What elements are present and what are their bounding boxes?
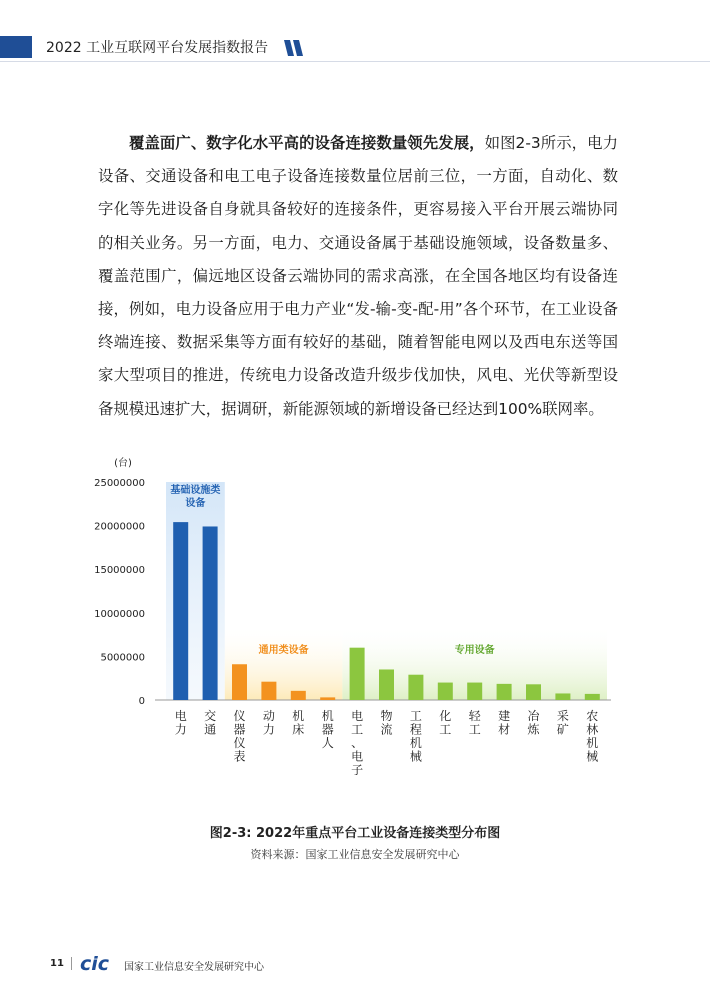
group-label-0b: 设备 <box>185 498 206 509</box>
bar-3 <box>261 682 276 700</box>
header-accent-bar <box>0 36 32 58</box>
group-label-2: 专用设备 <box>454 644 495 656</box>
bar-1 <box>203 526 218 700</box>
figure-title: 图2-3: 2022年重点平台工业设备连接类型分布图 <box>209 826 501 841</box>
bar-4 <box>291 691 306 700</box>
bar-11 <box>497 684 512 700</box>
group-label-0: 基础设施类 <box>170 485 221 496</box>
bar-6 <box>350 648 365 700</box>
x-tick-label: 轻工 <box>468 709 481 737</box>
x-tick-label: 建材 <box>498 709 511 737</box>
y-tick-label: 15000000 <box>94 565 145 577</box>
group-label-1: 通用类设备 <box>258 644 309 656</box>
y-tick-label: 0 <box>138 696 145 707</box>
x-tick-label: 电工、电子 <box>351 709 364 777</box>
bar-2 <box>232 664 247 700</box>
footer-org-name: 国家工业信息安全发展研究中心 <box>124 962 264 973</box>
y-tick-label: 10000000 <box>94 608 145 620</box>
cic-logo-text: cic <box>80 953 110 973</box>
y-tick-label: 20000000 <box>94 521 145 533</box>
x-tick-label: 工程机械 <box>409 709 422 764</box>
header-title: 2022 工业互联网平台发展指数报告 <box>46 40 269 56</box>
header-slash-icon <box>284 40 306 56</box>
bar-chart <box>80 450 640 790</box>
bar-13 <box>555 693 570 700</box>
y-axis-label: (台) <box>114 458 132 469</box>
bar-12 <box>526 684 541 700</box>
x-tick-label: 采矿 <box>556 709 569 737</box>
y-tick-label: 5000000 <box>100 652 145 664</box>
figure-source: 资料来源：国家工业信息安全发展研究中心 <box>250 848 460 861</box>
x-tick-label: 交通 <box>204 709 217 737</box>
bar-7 <box>379 669 394 700</box>
x-tick-label: 物流 <box>380 709 393 737</box>
bar-9 <box>438 683 453 700</box>
y-tick-label: 25000000 <box>94 478 145 489</box>
bar-5 <box>320 697 335 700</box>
x-tick-label: 机床 <box>292 709 305 737</box>
body-text: 如图2-3所示，电力设备、交通设备和电工电子设备连接数量位居前三位，一方面，自动化、数字化等先进设备自身就具备较好的连接条件，更容易接入平台开展云端协同的相关业务。另一方面，电力、交通设备属于基础设施领域，设备数量多、覆盖范围广，偏远地区设备云端协同的需求高涨，在全国各地区均有设备连接，例如，电力设备应用于电力产业“发-输-变-配-用”各个环节，在工业设备终端连接、数据采集等方面有较好的基础，随着智能电网以及西电东送等国家大型项目的推进，传统电力设备改造升级步伐加快，风电、光伏等新型设备规模迅速扩大，据调研，新能源领域的新增设备已经达到100%联网率。 <box>98 134 618 418</box>
x-tick-label: 农林机械 <box>586 709 599 764</box>
cic-logo-icon <box>80 953 120 973</box>
bar-8 <box>408 675 423 700</box>
body-paragraph <box>98 127 618 426</box>
header-divider <box>0 61 710 62</box>
bar-10 <box>467 683 482 700</box>
x-tick-label: 机器人 <box>321 709 334 750</box>
x-tick-label: 仪器仪表 <box>233 709 246 764</box>
bar-0 <box>173 522 188 700</box>
footer-separator <box>71 957 72 970</box>
x-tick-label: 化工 <box>439 709 452 737</box>
page-number: 11 <box>50 958 64 969</box>
body-bold-lead: 覆盖面广、数字化水平高的设备连接数量领先发展， <box>129 134 485 152</box>
x-tick-label: 电力 <box>174 709 187 737</box>
bar-14 <box>585 694 600 700</box>
x-tick-label: 动力 <box>262 709 275 737</box>
x-tick-label: 冶炼 <box>527 709 540 737</box>
